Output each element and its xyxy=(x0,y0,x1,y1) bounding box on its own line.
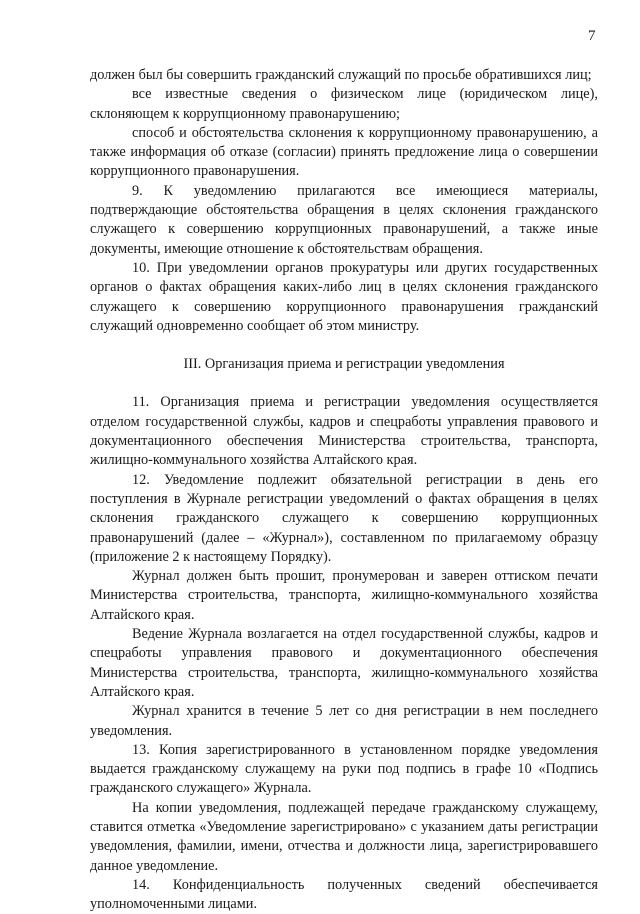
paragraph: 11. Организация приема и регистрации уведомления осуществляется отделом государственной службы, кадров и спецработы управления правового и документационного обеспечения Министерства строительства, транспорта, жилищно-коммунального хозяйства Алтайского края. xyxy=(90,394,598,469)
section-heading: III. Организация приема и регистрации уведомления xyxy=(183,356,505,373)
paragraph: Ведение Журнала возлагается на отдел государственной службы, кадров и спецработы управления правового и документационного обеспечения Министерства строительства, транспорта, жилищно-коммунального хозяйства Алтайского края. xyxy=(90,626,598,700)
paragraph: Журнал должен быть прошит, пронумерован и заверен оттиском печати Министерства строительства, транспорта, жилищно-коммунального хозяйства Алтайского края. xyxy=(90,568,598,623)
page-number: 7 xyxy=(588,28,596,44)
document-body xyxy=(90,66,598,914)
paragraph: Журнал хранится в течение 5 лет со дня регистрации в нем последнего уведомления. xyxy=(90,703,598,739)
paragraph: 12. Уведомление подлежит обязательной регистрации в день его поступления в Журнале регистрации уведомлений о фактах обращения в целях склонения гражданского служащего к совершению коррупционных правонарушений (далее – «Журнал»), составленном по прилагаемому образцу (приложение 2 к настоящему Порядку). xyxy=(90,471,598,565)
paragraph: 13. Копия зарегистрированного в установленном порядке уведомления выдается гражданскому служащему на руки под подпись в графе 10 «Подпись гражданского служащего» Журнала. xyxy=(90,741,598,797)
paragraph: должен был бы совершить гражданский служащий по просьбе обратившихся лиц; xyxy=(90,67,592,83)
paragraph: все известные сведения о физическом лице (юридическом лице), склоняющем к коррупционному правонарушению; xyxy=(90,86,598,122)
paragraph: 10. При уведомлении органов прокуратуры или других государственных органов о фактах обращения каких-либо лиц в целях склонения гражданского служащего к совершению коррупционного правонарушения гражданский служащий одновременно сообщает об этом министру. xyxy=(90,259,598,334)
paragraph: 9. К уведомлению прилагаются все имеющиеся материалы, подтверждающие обстоятельства обращения в целях склонения гражданского служащего к совершению коррупционных правонарушений, а также иные документы, имеющие отношение к обстоятельствам обращения. xyxy=(90,182,598,257)
paragraph: На копии уведомления, подлежащей передаче гражданскому служащему, ставится отметка «Уведомление зарегистрировано» с указанием даты регистрации уведомления, фамилии, имени, отчества и должности лица, зарегистрировавшего данное уведомление. xyxy=(90,799,598,874)
paragraph: способ и обстоятельства склонения к коррупционному правонарушению, а также информация об отказе (согласии) принять предложение лица о совершении коррупционного правонарушения. xyxy=(90,124,598,180)
paragraph: 14. Конфиденциальность полученных сведений обеспечивается уполномоченными лицами. xyxy=(90,876,598,913)
